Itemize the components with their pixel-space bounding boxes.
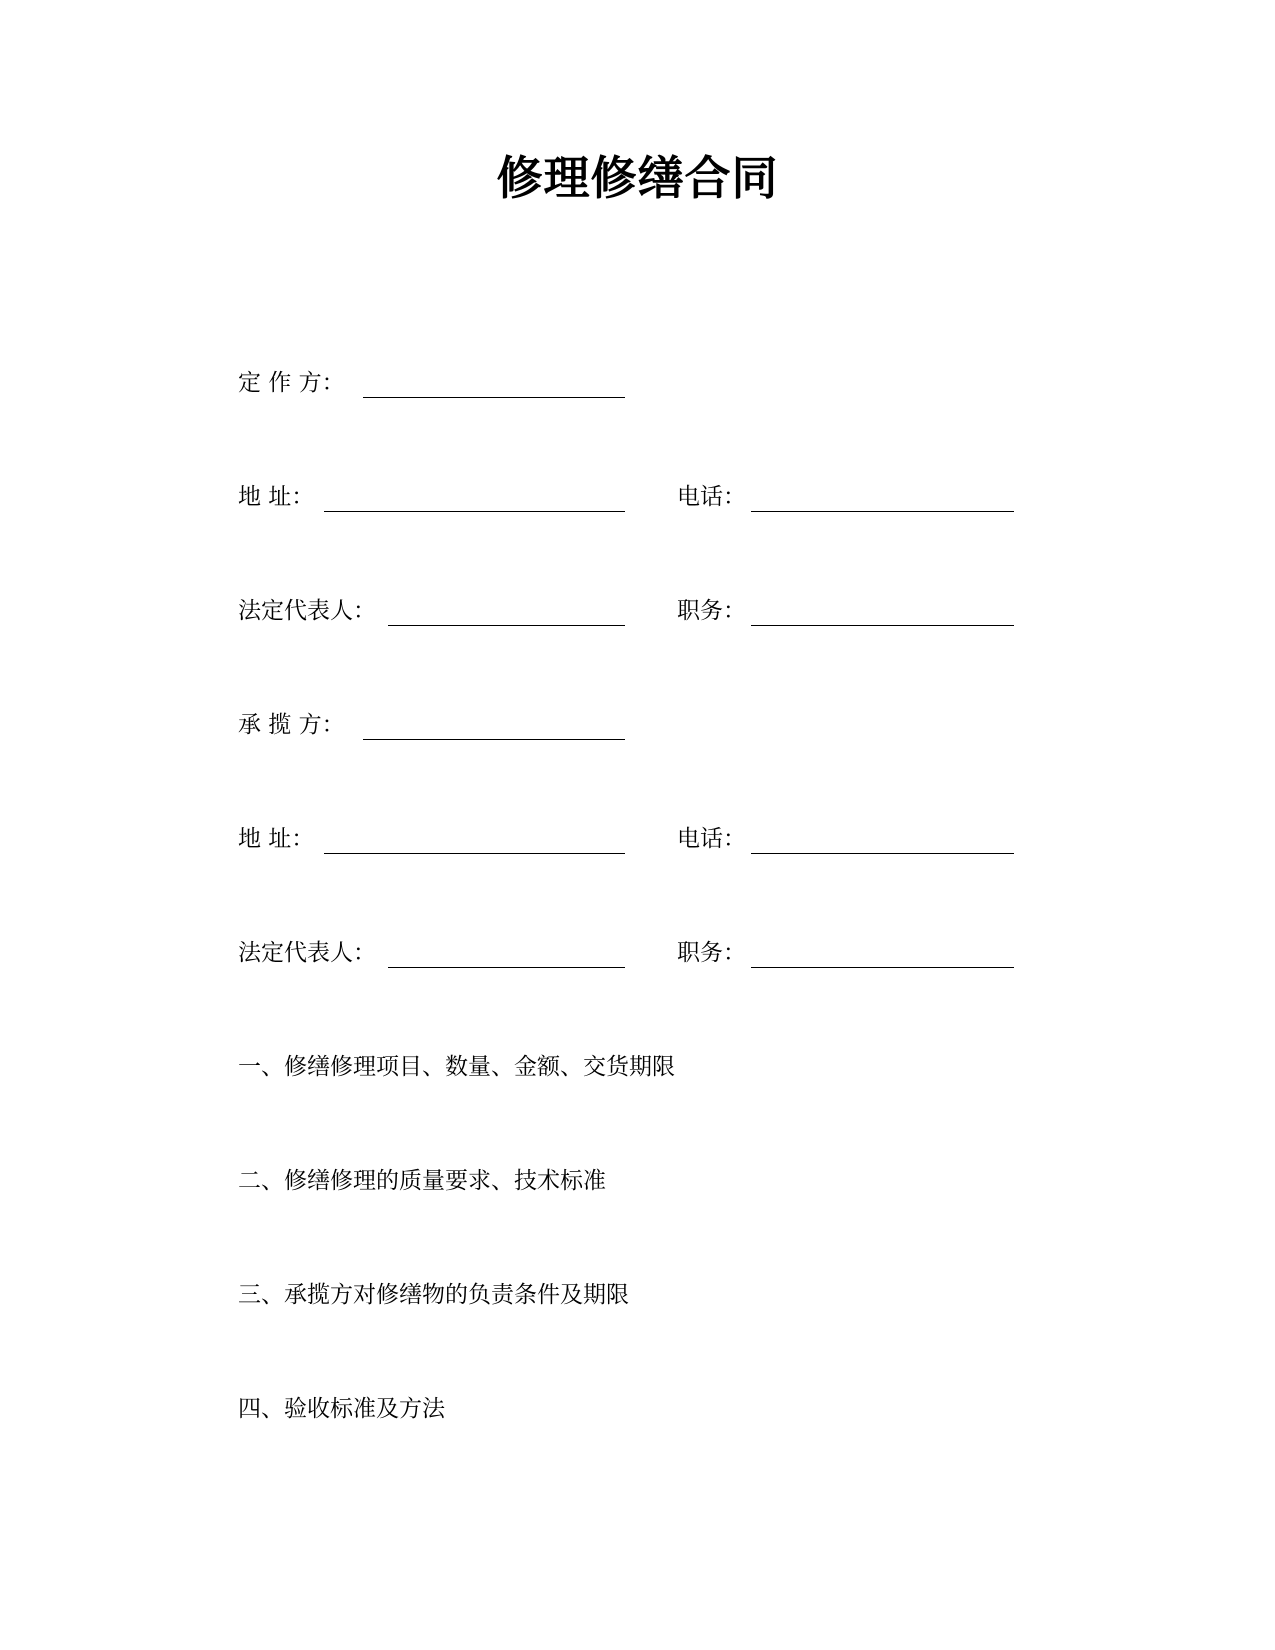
- party-b-phone-blank[interactable]: [751, 853, 1014, 854]
- party-b-address-field: [238, 824, 628, 854]
- party-a-representative-field: [238, 596, 628, 626]
- party-a-name-label: 定 作 方：: [238, 370, 345, 396]
- party-b-position-label: 职务：: [677, 940, 746, 966]
- party-b-address-label: 地 址：: [238, 826, 315, 852]
- party-a-phone-label: 电话：: [677, 484, 746, 510]
- party-b-representative-blank[interactable]: [388, 967, 625, 968]
- party-a-address-field: [238, 482, 628, 512]
- party-b-position-field: [677, 938, 1017, 968]
- party-a-name-blank[interactable]: [363, 397, 625, 398]
- section-heading-3: 三、承揽方对修缮物的负责条件及期限: [238, 1282, 629, 1308]
- party-b-name-label: 承 揽 方：: [238, 712, 345, 738]
- party-a-position-blank[interactable]: [751, 625, 1014, 626]
- party-b-name-field: [238, 710, 628, 740]
- party-a-representative-label: 法定代表人：: [238, 598, 376, 624]
- party-a-phone-field: [677, 482, 1017, 512]
- party-b-name-blank[interactable]: [363, 739, 625, 740]
- party-a-representative-blank[interactable]: [388, 625, 625, 626]
- party-a-position-field: [677, 596, 1017, 626]
- party-a-position-label: 职务：: [677, 598, 746, 624]
- section-heading-2: 二、修缮修理的质量要求、技术标准: [238, 1168, 606, 1194]
- section-heading-1: 一、修缮修理项目、数量、金额、交货期限: [238, 1054, 675, 1080]
- party-a-address-blank[interactable]: [324, 511, 625, 512]
- party-a-phone-blank[interactable]: [751, 511, 1014, 512]
- party-b-position-blank[interactable]: [751, 967, 1014, 968]
- party-b-representative-field: [238, 938, 628, 968]
- party-b-address-blank[interactable]: [324, 853, 625, 854]
- document-title: 修理修缮合同: [496, 151, 779, 205]
- party-b-phone-field: [677, 824, 1017, 854]
- party-a-address-label: 地 址：: [238, 484, 315, 510]
- party-b-representative-label: 法定代表人：: [238, 940, 376, 966]
- section-heading-4: 四、验收标准及方法: [238, 1396, 445, 1422]
- party-a-name-field: [238, 368, 628, 398]
- party-b-phone-label: 电话：: [677, 826, 746, 852]
